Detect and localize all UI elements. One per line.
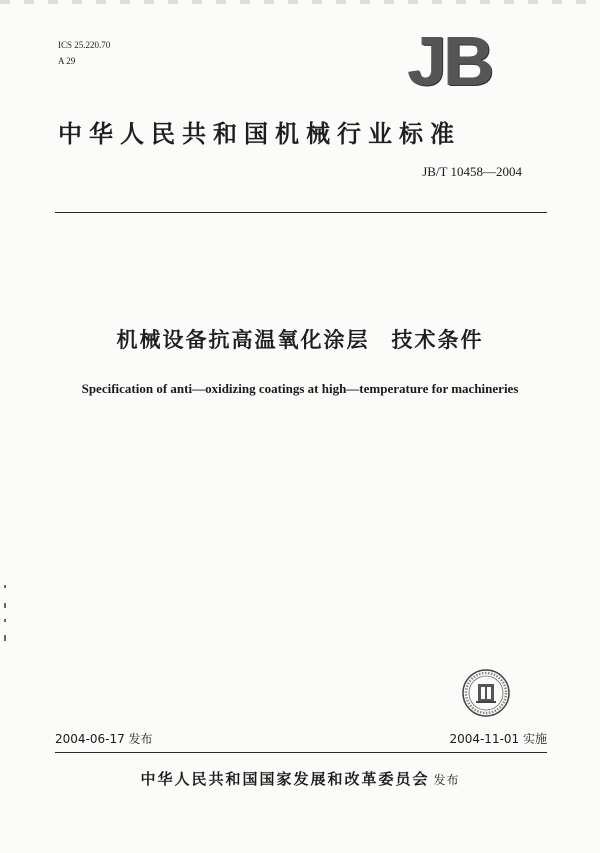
- scan-margin-marks: [4, 585, 8, 645]
- effective-date: 2004-11-01 实施: [449, 732, 547, 746]
- document-title-cn: [0, 324, 600, 354]
- document-title-en: Specification of anti—oxidizing coatings at high—temperature for machineries: [81, 381, 519, 396]
- header-divider: [55, 212, 547, 213]
- publisher-suffix: 发布: [433, 773, 460, 787]
- scan-edge-noise: [0, 0, 600, 4]
- ccs-code: A 29: [58, 56, 76, 66]
- publisher-line: [0, 768, 600, 789]
- publisher-name: 中华人民共和国国家发展和改革委员会: [140, 770, 430, 788]
- issue-date: 2004-06-17 发布: [55, 732, 153, 746]
- jb-logo: JB: [408, 22, 492, 100]
- standard-number: JB/T 10458—2004: [422, 164, 522, 179]
- standard-category-title: 中华人民共和国机械行业标准: [58, 120, 461, 148]
- document-title-cn-main: 机械设备抗高温氧化涂层: [116, 328, 370, 352]
- document-title-cn-sub: 技术条件: [391, 328, 484, 352]
- publisher-seal-icon: [461, 668, 511, 718]
- ics-code: ICS 25.220.70: [58, 40, 111, 50]
- footer-divider: [55, 752, 547, 753]
